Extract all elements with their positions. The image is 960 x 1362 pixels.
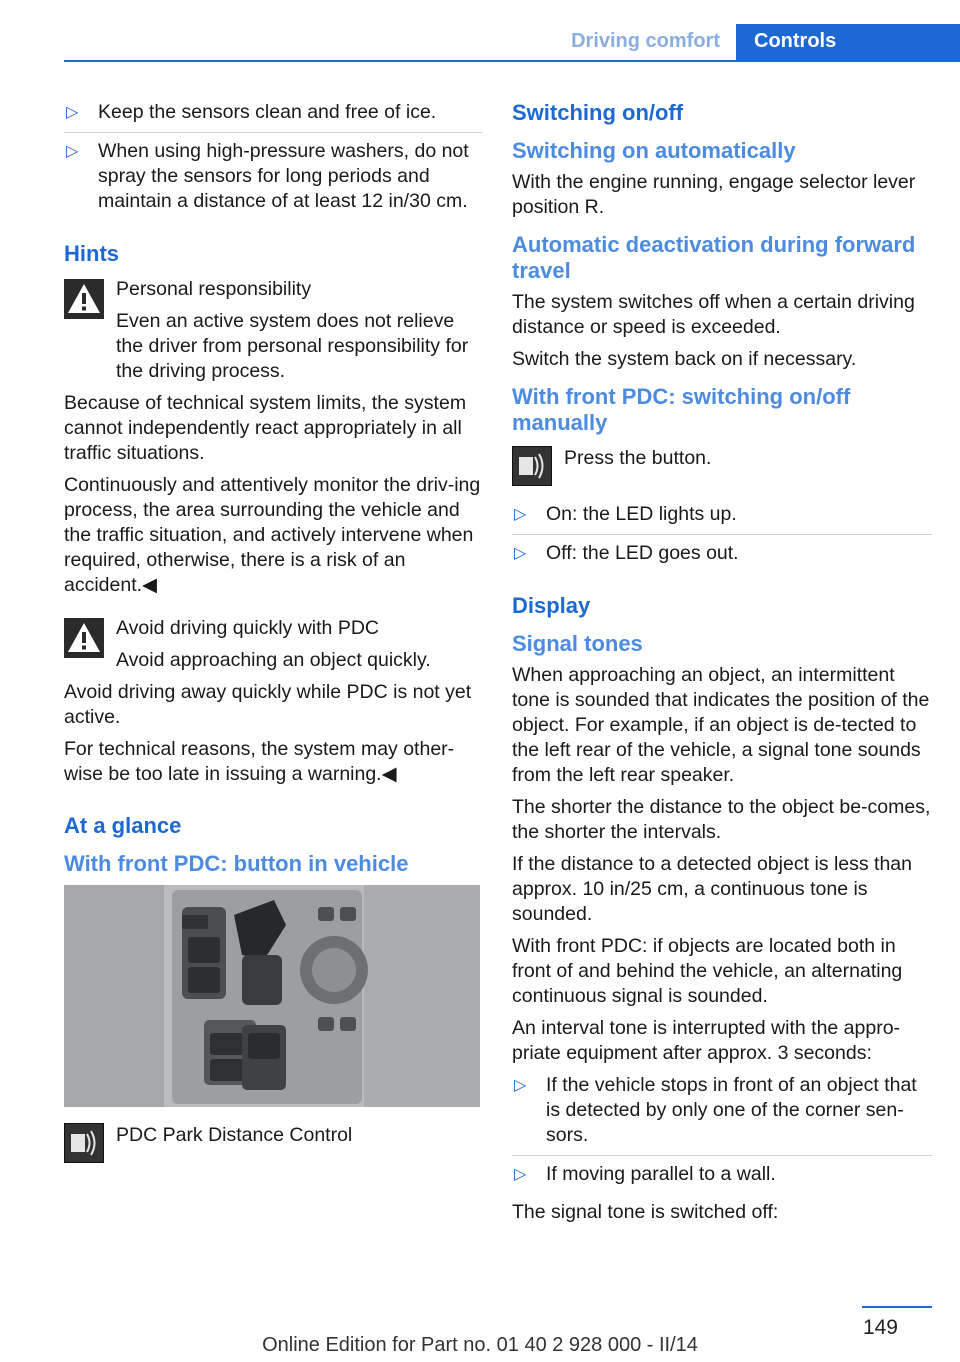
page-number-rule [862,1306,932,1308]
triangle-bullet-icon: ▷ [514,1077,527,1094]
switching-on-off-heading: Switching on/off [512,100,684,125]
center-console-photo [64,885,480,1107]
paragraph: When approaching an object, an intermittent tone is sounded that indicates the position of the object. For example, if an object is de-tected to the left rear of the vehicle, a signal tone sounds from the left rear speaker. [512,664,930,786]
warning-text: For technical reasons, the system may other-wise be too late in issuing a warning.◀ [64,738,455,785]
press-button-line [512,446,932,488]
header-rule [64,60,960,62]
warning-text: Because of technical system limits, the system cannot independently react appropriately in all traffic situations. [64,392,467,464]
warning-triangle-icon [64,618,104,658]
hints-heading: Hints [64,241,119,266]
triangle-bullet-icon: ▷ [514,1166,527,1183]
paragraph: An interval tone is interrupted with the appro-priate equipment after approx. 3 seconds: [512,1017,901,1064]
press-button-text: Press the button. [564,447,712,469]
pdc-button-icon [64,1123,104,1163]
warning-title: Personal responsibility [116,278,312,300]
warning-avoid-driving-quickly [64,616,482,673]
warning-personal-responsibility [64,277,482,384]
interval-tone-list [512,1073,932,1194]
header-chapter-tab: Controls [736,24,960,62]
warning-triangle-icon [64,279,104,319]
list-item: ▷ If the vehicle stops in front of an object that is detected by only one of the corner sen-sors. [512,1073,932,1156]
edition-footer: Online Edition for Part no. 01 40 2 928 000 - II/14 [262,1334,698,1356]
at-a-glance-heading: At a glance [64,813,182,838]
paragraph: The shorter the distance to the object be-comes, the shorter the intervals. [512,796,931,843]
warning-text: Continuously and attentively monitor the driv-ing process, the area surrounding the vehicle and the traffic situation, and actively intervene when required, otherwise, there is a risk of an accident.◀ [64,474,481,596]
list-item: ▷ On: the LED lights up. [512,502,932,535]
triangle-bullet-icon: ▷ [66,143,79,160]
paragraph: With the engine running, engage selector lever position R. [512,171,916,218]
sensor-care-list [64,100,482,221]
triangle-bullet-icon: ▷ [66,104,79,121]
left-column [64,100,482,1179]
right-column [512,100,932,1232]
led-status-list [512,502,932,573]
pdc-button-caption [64,1123,482,1165]
warning-text: Avoid driving away quickly while PDC is not yet active. [64,681,472,728]
signal-tones-heading: Signal tones [512,631,643,656]
list-item: ▷ When using high-pressure washers, do not spray the sensors for long periods and maintain a distance of at least 12 in/30 cm. [66,140,469,212]
display-heading: Display [512,593,591,618]
pdc-button-icon [512,446,552,486]
paragraph: Switch the system back on if necessary. [512,348,857,370]
warning-title: Avoid driving quickly with PDC [116,617,379,639]
warning-text: Avoid approaching an object quickly. [116,649,431,671]
header-section-title: Driving comfort [571,30,720,52]
triangle-bullet-icon: ▷ [514,545,527,562]
switching-on-automatically-heading: Switching on automatically [512,138,796,163]
paragraph: The signal tone is switched off: [512,1201,779,1223]
warning-text: Even an active system does not relieve the driver from personal responsibility for the driving process. [116,310,469,382]
list-item: ▷ Keep the sensors clean and free of ice. [64,100,482,133]
page-number: 149 [862,1316,898,1339]
triangle-bullet-icon: ▷ [514,506,527,523]
pdc-caption-text: PDC Park Distance Control [116,1124,353,1146]
paragraph: With front PDC: if objects are located both in front of and behind the vehicle, an alternating continuous signal is sounded. [512,935,903,1007]
paragraph: If the distance to a detected object is less than approx. 10 in/25 cm, a continuous tone is sounded. [512,853,912,925]
manual-switching-heading: With front PDC: switching on/off manually [512,384,851,435]
automatic-deactivation-heading: Automatic deactivation during forward travel [512,232,916,283]
list-item: ▷ If moving parallel to a wall. [514,1163,776,1185]
list-item: ▷ Off: the LED goes out. [514,542,739,564]
front-pdc-button-subheading: With front PDC: button in vehicle [64,851,409,876]
paragraph: The system switches off when a certain driving distance or speed is exceeded. [512,291,915,338]
page-header [0,0,960,62]
